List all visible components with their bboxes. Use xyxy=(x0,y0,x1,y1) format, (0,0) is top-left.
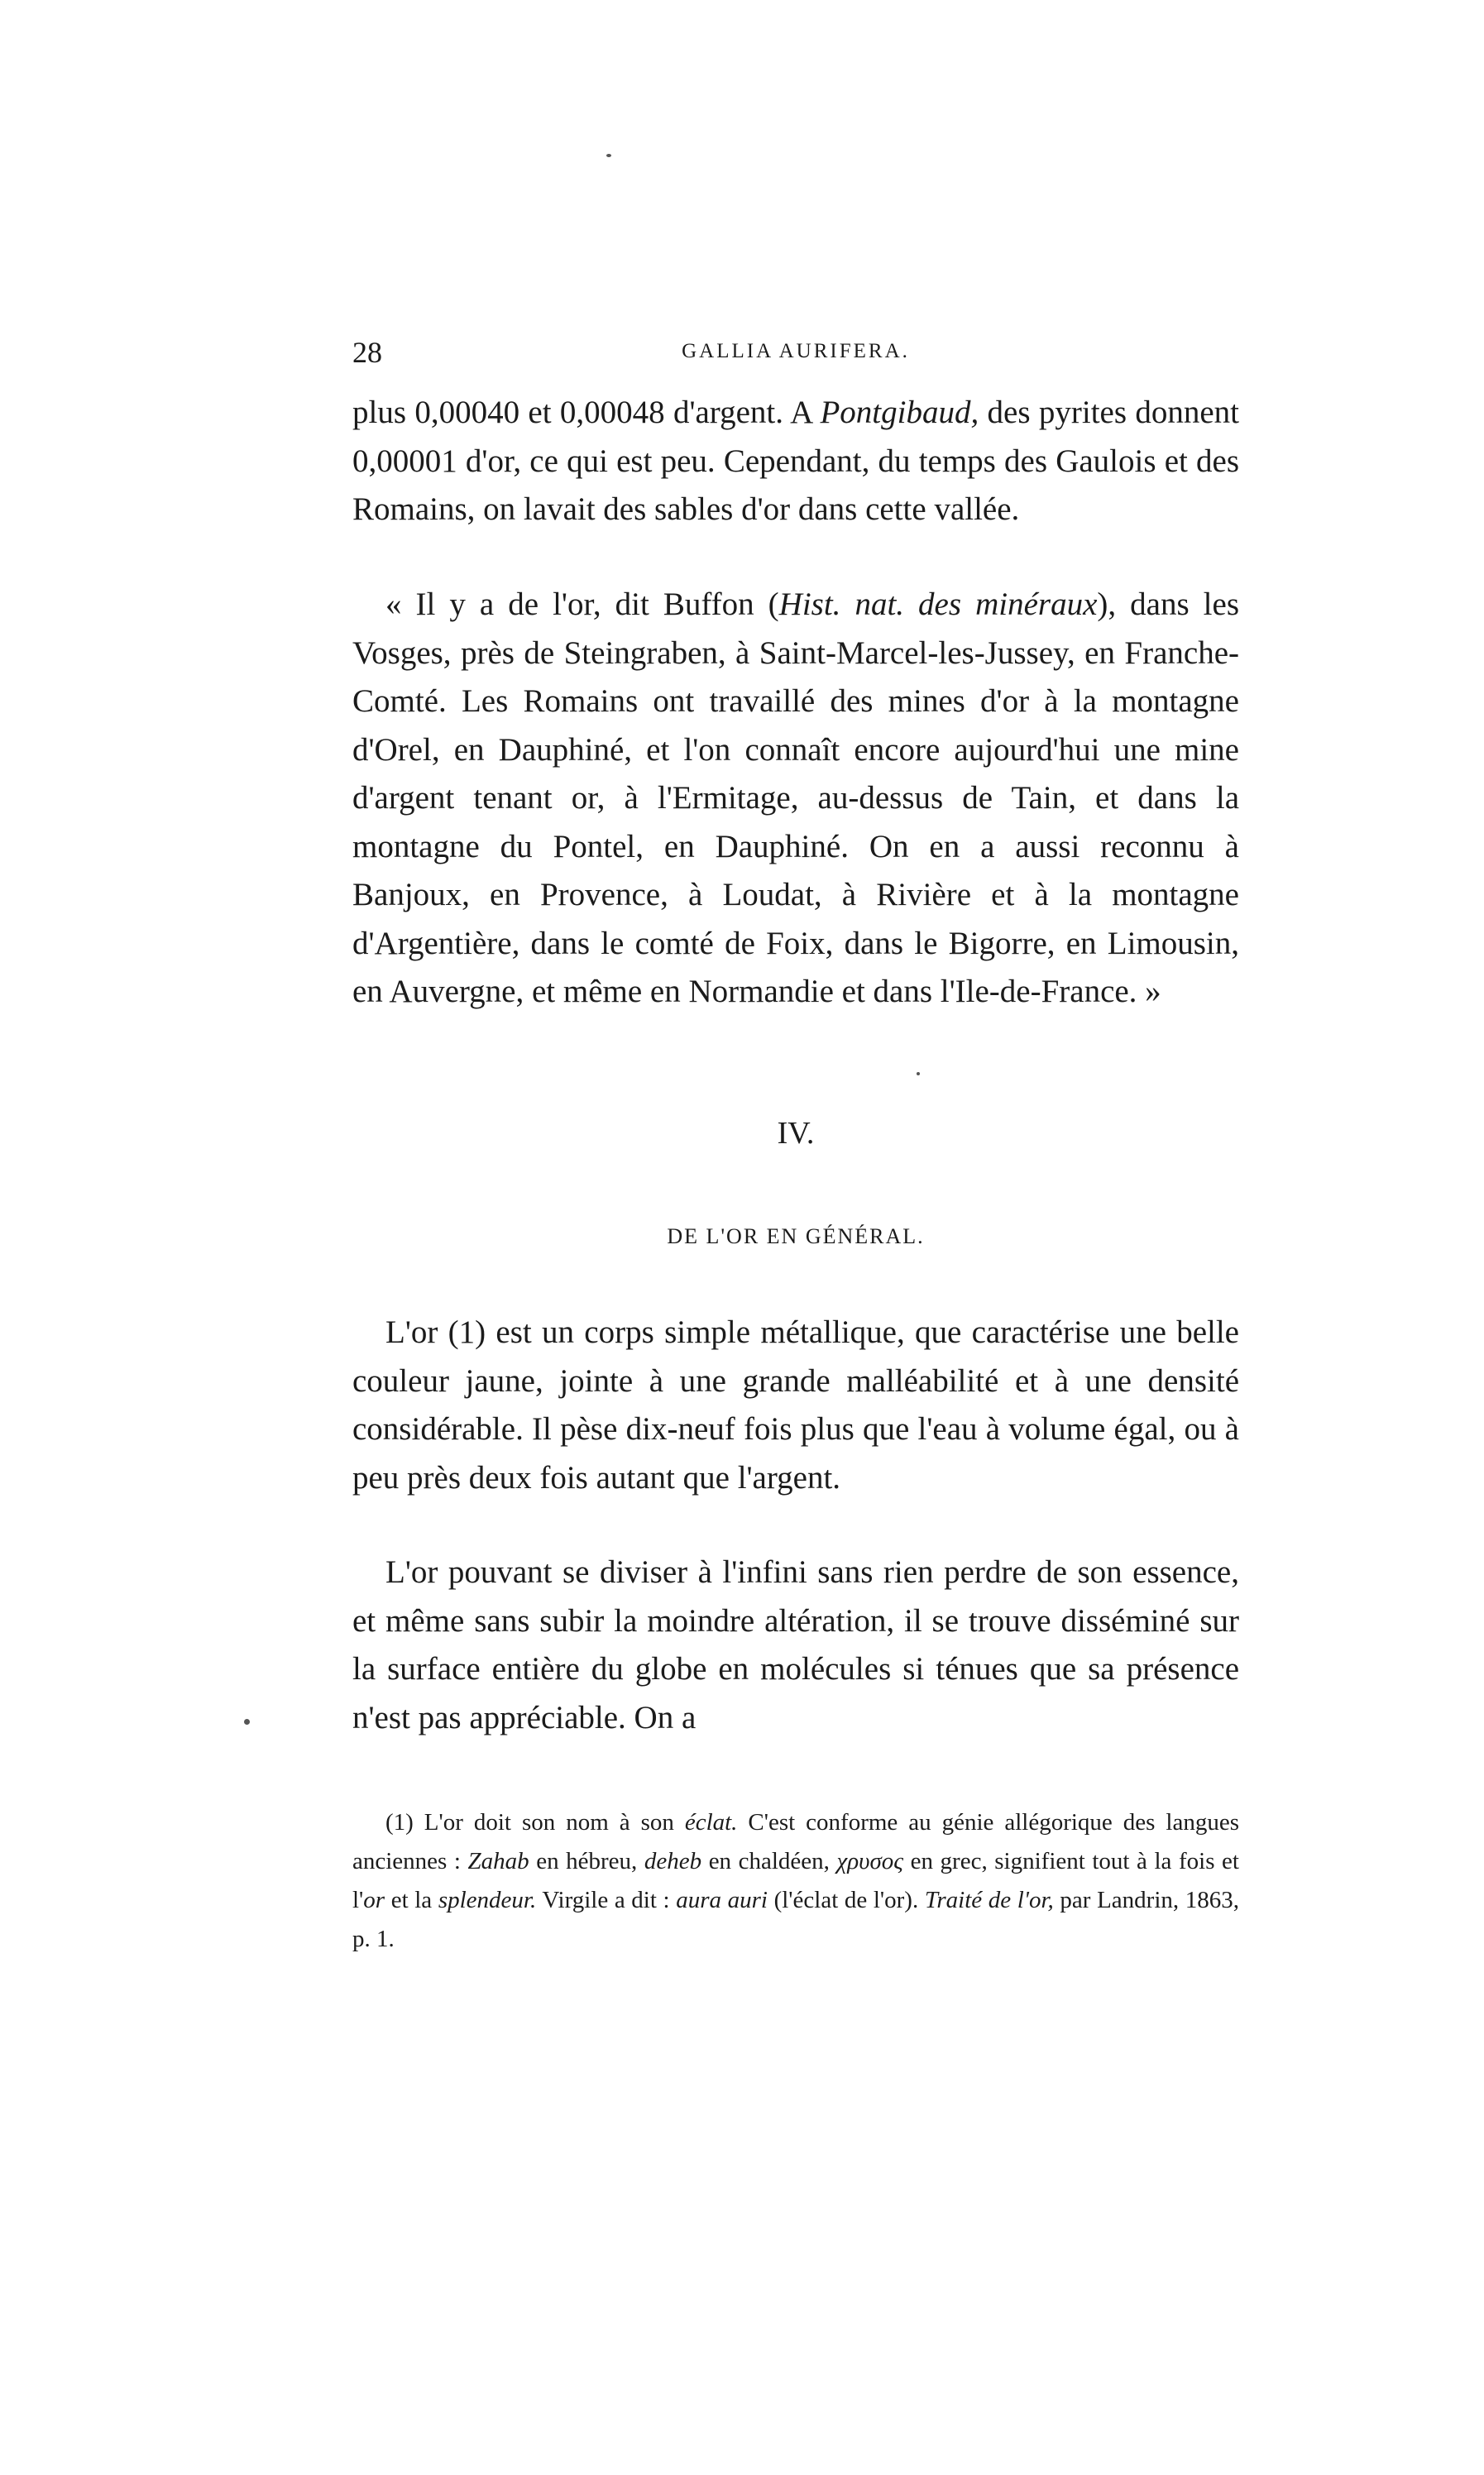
text-run: plus 0,00040 et 0,00048 d'argent. A xyxy=(352,395,821,430)
italic-word: splendeur. xyxy=(438,1887,537,1913)
text-run: et la xyxy=(385,1887,438,1913)
paragraph-buffon-quote xyxy=(352,581,1239,1017)
italic-word: éclat. xyxy=(684,1809,738,1836)
running-title: GALLIA AURIFERA. xyxy=(682,340,910,362)
place-name-italic: Pontgibaud, xyxy=(820,395,979,430)
text-run: en chaldéen, xyxy=(701,1848,837,1874)
section-numeral: IV. xyxy=(777,1116,815,1151)
page-header xyxy=(352,335,1239,376)
text-run: « Il y a de l'or, dit Buffon ( xyxy=(385,586,779,622)
paragraph-definition: L'or (1) est un corps simple métallique, que caractérise une belle couleur jaune, jointe à une grande malléabilité et à une densité considérable. Il pèse dix-neuf fois plus que l'eau à volume égal, ou à peu près deux fois autant que l'argent. xyxy=(352,1314,1239,1496)
italic-word: or xyxy=(363,1887,385,1913)
text-run: (1) L'or doit son nom à son xyxy=(385,1809,685,1836)
speck-mark xyxy=(244,1719,250,1725)
speck-mark xyxy=(917,1072,920,1075)
italic-word: deheb xyxy=(644,1848,702,1874)
text-run: (l'éclat de l'or). xyxy=(767,1887,925,1913)
text-run: en hébreu, xyxy=(529,1848,644,1874)
text-run: Virgile a dit : xyxy=(536,1887,677,1913)
greek-word: χρυσος xyxy=(836,1848,904,1874)
text-run: C'est conforme au génie allégorique des langues anciennes : xyxy=(352,1809,1239,1874)
page-number: 28 xyxy=(352,336,382,369)
source-title-italic: Hist. nat. des minéraux xyxy=(778,586,1098,622)
italic-word: Zahab xyxy=(467,1848,529,1874)
text-run: en grec, signifient tout à la fois et l' xyxy=(352,1848,1239,1913)
paragraph-divisibility: L'or pouvant se diviser à l'infini sans rien perdre de son essence, et même sans subir la moindre altération, il se trouve disséminé sur la surface entière du globe en molécules si ténues que sa présence n'est pas appréciable. On a xyxy=(352,1554,1239,1735)
section-title: DE L'OR EN GÉNÉRAL. xyxy=(667,1224,925,1248)
text-run: des pyrites donnent 0,00001 d'or, ce qui est peu. Cependant, du temps des Gaulois et des Romains, on lavait des sables d'or dans cette vallée. xyxy=(352,395,1239,527)
paragraph-continued xyxy=(352,389,1239,534)
footnote xyxy=(352,1803,1239,1959)
text-run: ), dans les Vosges, près de Steingraben, à Saint-Marcel-les-Jussey, en Franche-Comté. Les Romains ont travaillé des mines d'or à la montagne d'Orel, en Dauphiné, et l'on connaît encore aujourd'hui une mine d'argent tenant or, à l'Ermitage, au-dessus de Tain, et dans la montagne du Pontel, en Dauphiné. On en a aussi reconnu à Banjoux, en Provence, à Loudat, à Rivière et à la montagne d'Argentière, dans le comté de Foix, dans le Bigorre, en Limousin, en Auvergne, et même en Normandie et dans l'Ile-de-France. » xyxy=(352,586,1239,1009)
speck-mark xyxy=(606,154,611,157)
italic-title: Traité de l'or, xyxy=(924,1887,1054,1913)
text-run: par Landrin, 1863, p. 1. xyxy=(352,1887,1239,1952)
italic-quote: aura auri xyxy=(676,1887,768,1913)
